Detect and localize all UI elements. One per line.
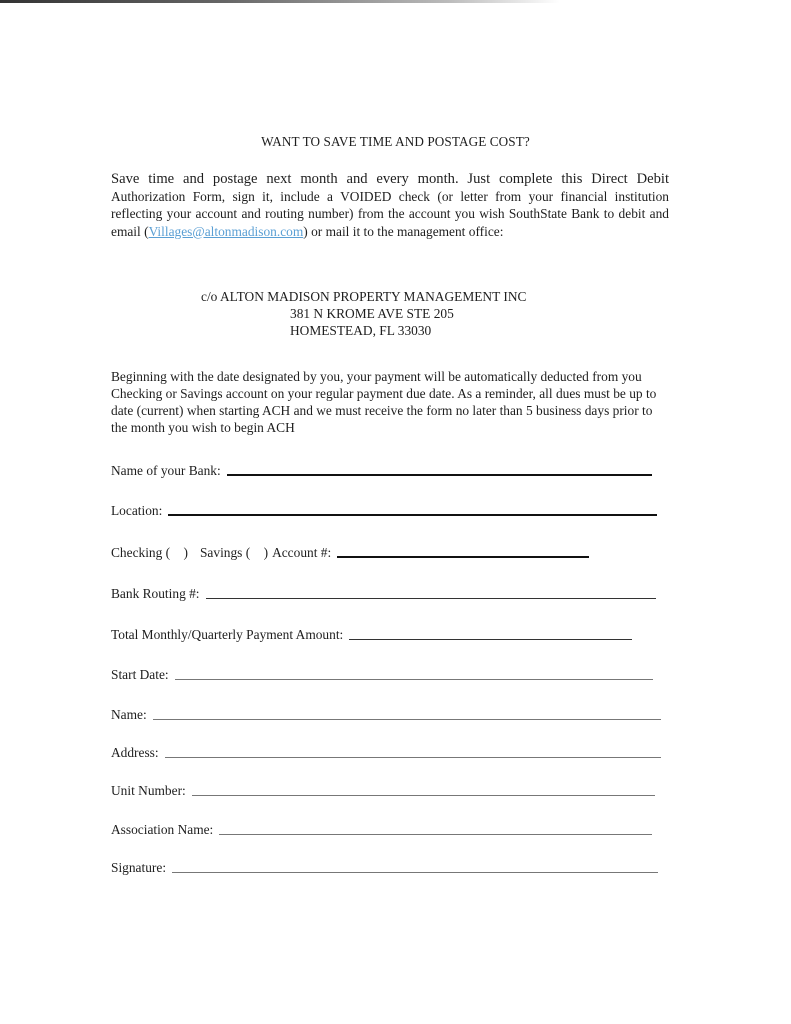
address-line-2: 381 N KROME AVE STE 205 — [290, 306, 454, 321]
account-field[interactable] — [111, 545, 589, 561]
address-line-1: c/o ALTON MADISON PROPERTY MANAGEMENT INC — [201, 289, 527, 304]
payment-amount-label: Total Monthly/Quarterly Payment Amount: — [111, 627, 344, 642]
payment-amount-input-line[interactable] — [349, 639, 632, 640]
association-name-field[interactable] — [111, 822, 652, 838]
scan-edge-shadow — [0, 0, 560, 3]
bank-name-input-line[interactable] — [227, 474, 652, 476]
intro-text: Authorization Form, sign it, include a VOIDED check (or letter from your financial institution reflecting your account and routing number) from the account you wish SouthState Bank to debit and email ( — [111, 189, 669, 239]
ach-notice: Beginning with the date designated by you, your payment will be automatically deducted from you Checking or Savings account on your regular payment due date. As a reminder, all dues must be up to date (current) when starting ACH and we must receive the form no later than 5 business days prior to the month you wish to begin ACH — [111, 369, 657, 435]
page-title: WANT TO SAVE TIME AND POSTAGE COST? — [261, 134, 530, 149]
bank-name-label: Name of your Bank: — [111, 463, 221, 478]
start-date-label: Start Date: — [111, 667, 169, 682]
account-input-line[interactable] — [337, 556, 589, 558]
start-date-field[interactable] — [111, 667, 653, 683]
address-line-3: HOMESTEAD, FL 33030 — [290, 323, 432, 338]
address-label: Address: — [111, 745, 159, 760]
address-field[interactable] — [111, 745, 661, 761]
association-name-label: Association Name: — [111, 822, 214, 837]
bank-name-field[interactable] — [111, 463, 652, 479]
signature-label: Signature: — [111, 860, 167, 875]
unit-number-field[interactable] — [111, 783, 655, 799]
name-field[interactable] — [111, 707, 661, 723]
routing-input-line[interactable] — [206, 598, 656, 599]
email-link[interactable]: Villages@altonmadison.com — [148, 223, 304, 239]
intro-first-line: Save time and postage next month and every month. Just complete this Direct Debit — [111, 171, 669, 187]
name-label: Name: — [111, 707, 147, 722]
routing-field[interactable] — [111, 586, 656, 602]
routing-label: Bank Routing #: — [111, 586, 200, 601]
savings-option[interactable]: Savings ( ) — [199, 545, 269, 560]
signature-input-line[interactable] — [172, 872, 658, 873]
location-label: Location: — [111, 503, 163, 518]
payment-amount-field[interactable] — [111, 627, 632, 643]
start-date-input-line[interactable] — [175, 679, 653, 680]
checking-option[interactable]: Checking ( ) — [111, 545, 188, 560]
account-label: Account #: — [272, 545, 332, 560]
unit-number-input-line[interactable] — [192, 795, 655, 796]
association-name-input-line[interactable] — [219, 834, 652, 835]
unit-number-label: Unit Number: — [111, 783, 186, 798]
address-input-line[interactable] — [165, 757, 661, 758]
signature-field[interactable] — [111, 860, 658, 876]
name-input-line[interactable] — [153, 719, 661, 720]
intro-text-end: ) or mail it to the management office: — [303, 223, 504, 239]
intro-paragraph — [111, 170, 669, 240]
location-input-line[interactable] — [168, 514, 657, 516]
location-field[interactable] — [111, 503, 657, 519]
